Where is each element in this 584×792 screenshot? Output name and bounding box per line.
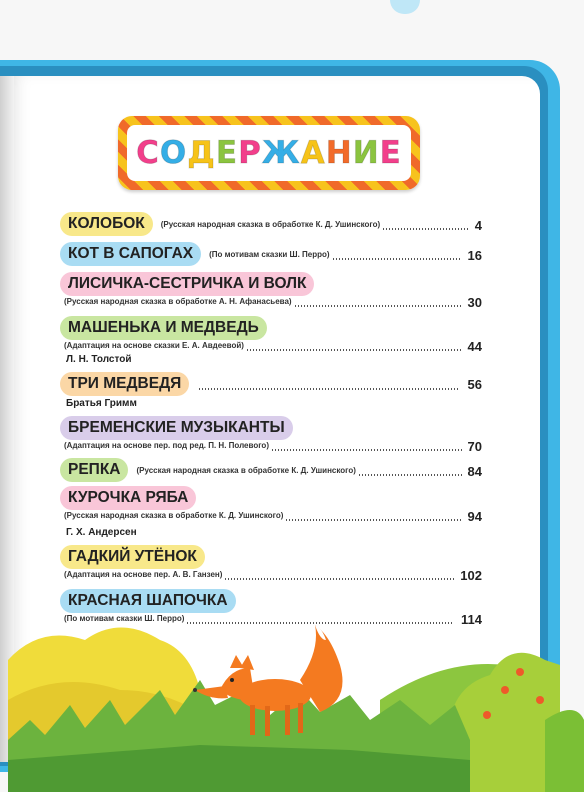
toc-page-number: 4 (474, 218, 482, 233)
toc-item-note: (Русская народная сказка в обработке К. Д. Ушинского) (160, 220, 381, 229)
toc-page-number: 70 (467, 439, 482, 454)
toc-dot-leader (272, 449, 462, 451)
title-letter: Ж (261, 135, 301, 171)
toc-item-title[interactable]: МАШЕНЬКА И МЕДВЕДЬ (60, 316, 267, 340)
toc-page-number: 44 (467, 339, 482, 354)
title-letter: Е (379, 135, 402, 171)
toc-item-title[interactable]: БРЕМЕНСКИЕ МУЗЫКАНТЫ (60, 416, 293, 440)
toc-dot-leader (295, 305, 462, 307)
toc-author: Л. Н. Толстой (66, 354, 132, 365)
toc-dot-leader (333, 258, 462, 260)
toc-item-title[interactable]: КОТ В САПОГАХ (60, 242, 201, 266)
toc-item-title[interactable]: РЕПКА (60, 458, 128, 482)
toc-item-title[interactable]: ГАДКИЙ УТЁНОК (60, 545, 205, 569)
toc-item-note: (По мотивам сказки Ш. Перро) (64, 614, 185, 623)
toc-item-note: (Русская народная сказка в обработке А. Н. Афанасьева) (64, 297, 292, 306)
toc-item-note: (Русская народная сказка в обработке К. Д. Ушинского) (64, 511, 284, 520)
toc-item-note: (Адаптация на основе пер. под ред. П. Н. Полевого) (64, 441, 269, 450)
title-letter: Р (238, 135, 262, 171)
toc-page-number: 114 (461, 612, 482, 627)
toc-page-number: 84 (467, 464, 482, 479)
toc-dot-leader (383, 228, 470, 230)
toc-page-number: 16 (467, 248, 482, 263)
toc-item-note: (Адаптация на основе пер. А. В. Ганзен) (64, 570, 223, 579)
toc-item-title[interactable]: ТРИ МЕДВЕДЯ (60, 372, 189, 396)
toc-dot-leader (247, 349, 462, 351)
title-letter: О (159, 135, 188, 171)
toc-item-title[interactable]: КУРОЧКА РЯБА (60, 486, 196, 510)
toc-dot-leader (199, 388, 458, 390)
toc-page-number: 30 (467, 295, 482, 310)
toc-item-title[interactable]: КОЛОБОК (60, 212, 153, 236)
toc-item-note: (По мотивам сказки Ш. Перро) (209, 250, 330, 259)
title-letter: И (352, 135, 380, 171)
title-letter: С (136, 135, 160, 171)
toc-item-note: (Русская народная сказка в обработке К. Д. Ушинского) (136, 466, 356, 475)
toc-item-note: (Адаптация на основе сказки Е. А. Авдеевой) (64, 341, 244, 350)
title-letter: Н (325, 135, 353, 171)
toc-item-title[interactable]: КРАСНАЯ ШАПОЧКА (60, 589, 236, 613)
toc-author: Г. Х. Андерсен (66, 527, 137, 538)
toc-dot-leader (359, 474, 462, 476)
toc-author: Братья Гримм (66, 398, 137, 409)
title-letter: А (300, 135, 326, 171)
toc-dot-leader (286, 519, 462, 521)
toc-item-title[interactable]: ЛИСИЧКА-СЕСТРИЧКА И ВОЛК (60, 272, 314, 296)
title-letter: Д (187, 135, 216, 171)
title-letter: Е (215, 135, 239, 171)
toc-page-number: 94 (467, 509, 482, 524)
toc-page-number: 56 (467, 377, 482, 392)
toc-dot-leader (225, 578, 454, 580)
toc-page-number: 102 (460, 568, 482, 583)
toc-dot-leader (187, 622, 454, 624)
